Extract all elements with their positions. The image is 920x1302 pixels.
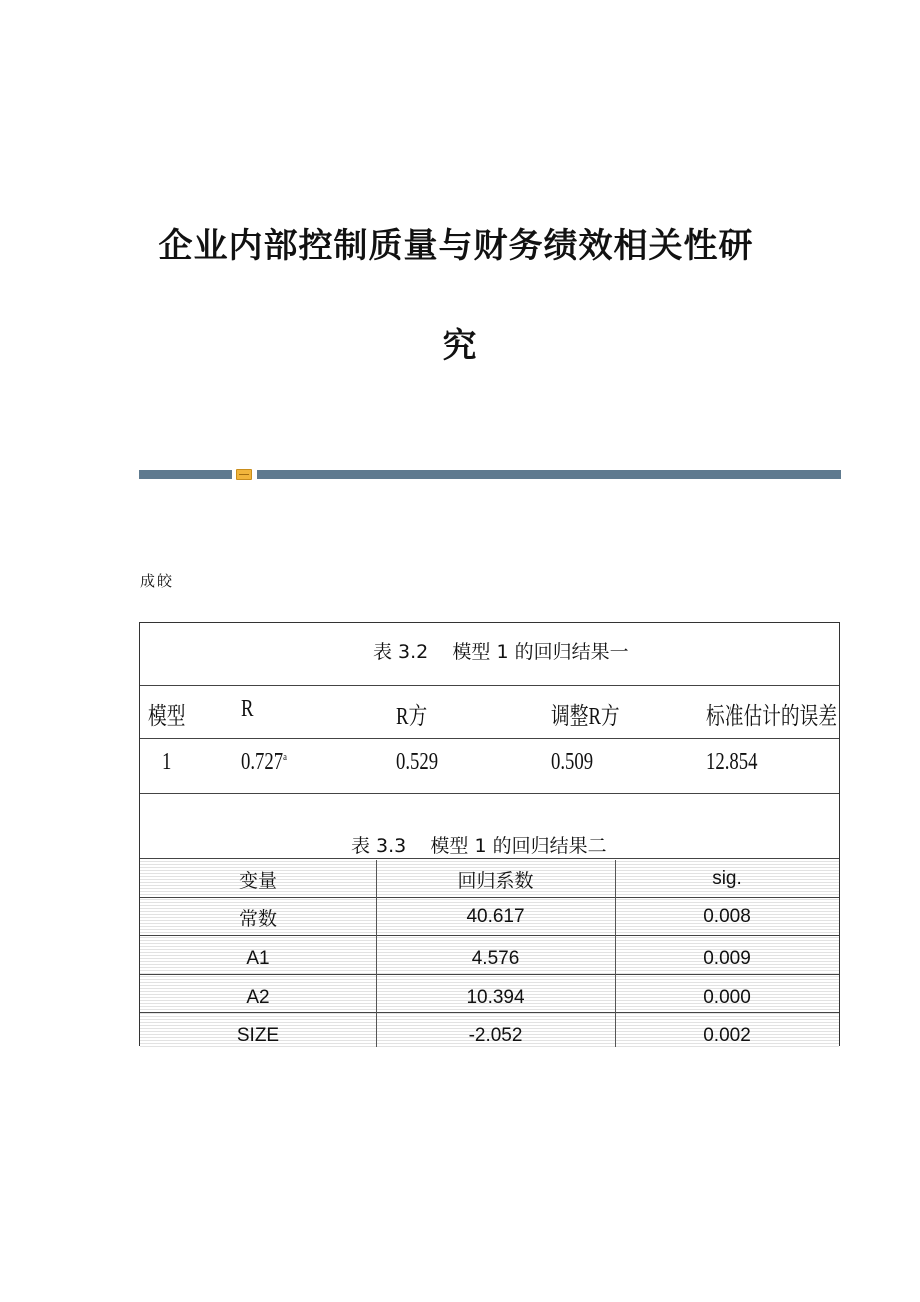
document-title-line-2: 究 [442, 326, 478, 366]
table-3-3-caption: 表 3.3 模型 1 的回归结果二 [351, 835, 607, 857]
table-row [140, 936, 839, 974]
table-3-2-model-value: 1 [162, 749, 172, 775]
table-3-3-var: SIZE [236, 1025, 280, 1046]
table-3-2-adj-r2-value: 0.509 [551, 749, 594, 775]
table-3-3-var: A2 [246, 987, 270, 1008]
r-footnote-mark: a [283, 751, 287, 763]
table-3-3-sig: 0.009 [703, 948, 751, 969]
table-3-3-coef: 10.394 [466, 987, 525, 1008]
divider-bar-right [257, 470, 841, 479]
table-row [140, 898, 839, 936]
table-3-3-var: A1 [246, 948, 270, 969]
table-3-3-sig: 0.000 [703, 987, 751, 1008]
table-3-3-sig: 0.002 [703, 1025, 751, 1046]
envelope-icon [236, 469, 252, 480]
table-3-2-caption: 表 3.2 模型 1 的回归结果一 [373, 641, 629, 663]
table-3-2-header-model: 模型 [148, 704, 186, 730]
table-row [140, 1013, 839, 1047]
table-3-3-header-sig: sig. [712, 868, 742, 889]
table-row [140, 975, 839, 1013]
document-title-line-1: 企业内部控制质量与财务绩效相关性研 [158, 226, 754, 266]
table-3-2-header-r2: R方 [396, 704, 428, 730]
table-3-3-header-var: 变量 [238, 870, 277, 892]
table-3-2-header-adj-r2: 调整R方 [551, 704, 620, 730]
table-3-3-header-coef: 回归系数 [457, 870, 534, 892]
table-3-3-header-row [140, 860, 839, 898]
intro-text: 成皎 [140, 572, 175, 590]
table-3-3-sig: 0.008 [703, 906, 751, 927]
table-3-2-header-r: R [241, 696, 254, 722]
table-3-3-var: 常数 [238, 908, 277, 930]
divider-bar-left [139, 470, 232, 479]
table-3-2-se-value: 12.854 [706, 749, 758, 775]
table-3-3-coef: 4.576 [471, 948, 520, 969]
table-3-2-r2-value: 0.529 [396, 749, 439, 775]
table-3-2-r-value: 0.727$^a$ [241, 749, 287, 775]
table-3-3-coef: -2.052 [468, 1025, 523, 1046]
table-3-2-header-se: 标准估计的误差 [706, 704, 838, 730]
regression-tables [139, 622, 840, 1046]
table-3-3-coef: 40.617 [466, 906, 525, 927]
